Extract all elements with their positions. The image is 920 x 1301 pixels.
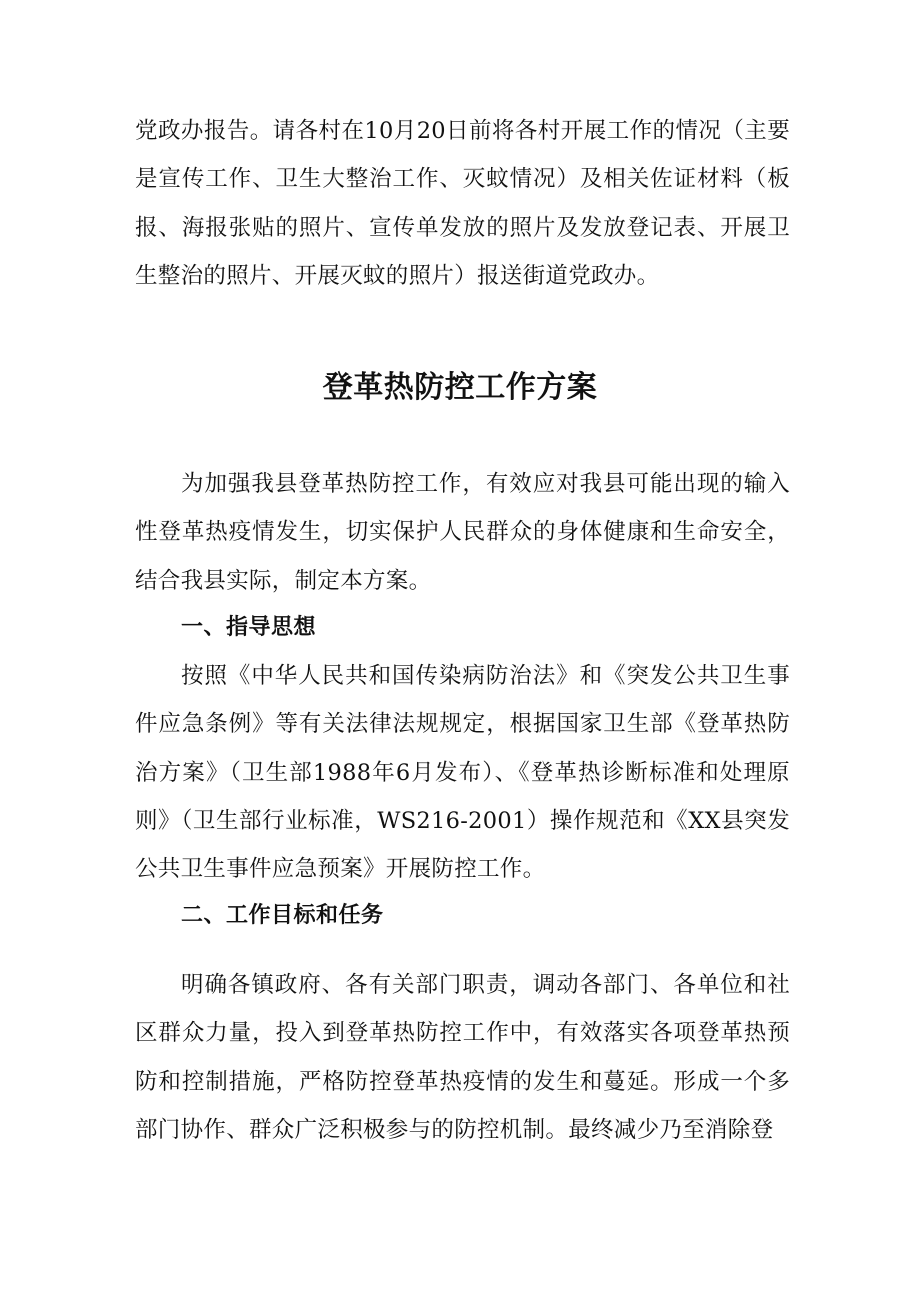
document-title: 登革热防控工作方案 <box>322 370 598 405</box>
continuation-paragraph: 党政办报告。请各村在10月20日前将各村开展工作的情况（主要是宣传工作、卫生大整治工作、灭蚊情况）及相关佐证材料（板报、海报张贴的照片、宣传单发放的照片及发放登记表、开展卫生整治的照片、开展灭蚊的照片）报送街道党政办。 <box>135 118 790 289</box>
section-two-heading: 二、工作目标和任务 <box>181 903 384 928</box>
section-one-heading: 一、指导思想 <box>181 615 317 640</box>
section-two-paragraph: 明确各镇政府、各有关部门职责，调动各部门、各单位和社区群众力量，投入到登革热防控工作中，有效落实各项登革热预防和控制措施，严格防控登革热疫情的发生和蔓延。形成一个多部门协作、群众广泛积极参与的防控机制。最终减少乃至消除登 <box>135 972 790 1143</box>
section-one-paragraph: 按照《中华人民共和国传染病防治法》和《突发公共卫生事件应急条例》等有关法律法规规定，根据国家卫生部《登革热防治方案》（卫生部1988年6月发布）、《登革热诊断标准和处理原则》（卫生部行业标准，WS216-2001）操作规范和《XX县突发公共卫生事件应急预案》开展防控工作。 <box>135 663 790 883</box>
purpose-paragraph: 为加强我县登革热防控工作，有效应对我县可能出现的输入性登革热疫情发生，切实保护人民群众的身体健康和生命安全，结合我县实际，制定本方案。 <box>135 471 790 594</box>
